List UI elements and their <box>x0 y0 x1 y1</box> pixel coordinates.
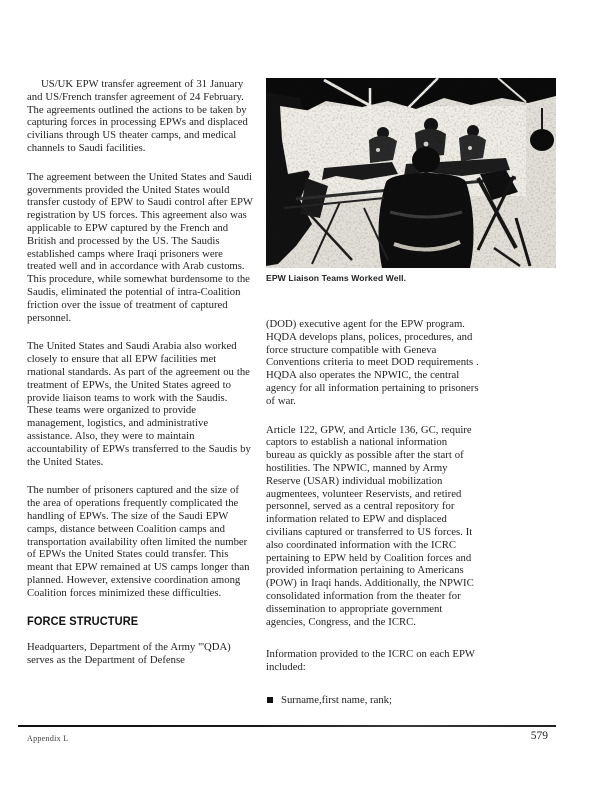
bullet-text: Surname,first name, rank; <box>281 693 392 706</box>
paragraph-dod-agent: (DOD) executive agent for the EPW program. HQDA develops plans, polices, procedures, and force structure compatible with Geneva Conventions criteria to meet DOD requirements . HQDA also operates the NPWIC, the central agency for all information pertaining to prisoners of war. <box>266 318 479 407</box>
photo-figure <box>266 78 556 283</box>
epw-liaison-teams-photo <box>266 78 556 268</box>
paragraph-npwic: Article 122, GPW, and Article 136, GC, require captors to establish a national information bureau as quickly as possible after the start of hostilities. The NPWIC, manned by Army Reserve (USAR) individual mobilization augmentees, volunteer Reservists, and retired personnel, served as a central repository for information related to EPW and displaced civilians captured or transferred to US forces. It also coordinated information with the ICRC pertaining to EPW held by Coalition forces and provided information pertaining to Americans (POW) in Iraqi hands. Additionally, the NPWIC consolidated information from the theater for dissemination to appropriate government agencies, Congress, and the ICRC. <box>266 423 474 628</box>
right-column <box>266 318 479 707</box>
section-heading-force-structure: FORCE STRUCTURE <box>27 616 139 629</box>
paragraph-transfer-agreements: US/UK EPW transfer agreement of 31 January and US/French transfer agreement of 24 February. The agreements outlined the actions to be taken by capturing forces in processing EPWs and displaced civilians through US theater camps, and medical channels to Saudi facilities. <box>27 78 248 154</box>
bullet-item-surname <box>266 694 479 707</box>
paragraph-icrc-info: Information provided to the ICRC on each EPW included: <box>266 648 475 674</box>
left-column <box>27 78 253 683</box>
paragraph-us-saudi-agreement: The agreement between the United States and Saudi governments provided the United States would transfer custody of EPW to Saudi control after EPW registration by US forces. This agreement also was applicable to EPW captured by the French and British and processed by the US. The Saudis established camps where Iraqi prisoners were treated well and in accordance with Arab customs. This procedure, while somewhat burdensome to the Saudis, eliminated the potential of intra-Coalition friction over the issue of treatment of captured personnel. <box>27 170 253 324</box>
paragraph-headquarters: Headquarters, Department of the Army '''QDA) serves as the Department of Defense <box>27 641 231 667</box>
footer-page-number: 579 <box>530 730 548 742</box>
photo-caption: EPW Liaison Teams Worked Well. <box>266 273 407 283</box>
footer-rule <box>18 725 556 727</box>
paragraph-prisoner-handling: The number of prisoners captured and the size of the area of operations frequently complicated the handling of EPWs. The size of the Saudi EPW camps, distance between Coalition camps and transportation availability often limited the number of EPWs the United States could transfer. This meant that EPW remained at US camps longer than planned. However, extensive coordination among Coalition forces minimized these difficulties. <box>27 484 250 599</box>
footer-appendix-label: Appendix L <box>27 734 69 743</box>
bullet-square-icon <box>267 697 273 703</box>
halftone-grain <box>266 78 556 268</box>
paragraph-liaison-teams: The United States and Saudi Arabia also worked closely to ensure that all EPW facilities met rnational standards. As part of the agreement ou the treatment of EPWs, the United States agreed to provide liaison teams to work with the Saudis. These teams were organized to provide management, logistics, and administrative assistance. Also, they were to maintain accountability of EPWs transferred to the Saudis by the United States. <box>27 340 251 468</box>
